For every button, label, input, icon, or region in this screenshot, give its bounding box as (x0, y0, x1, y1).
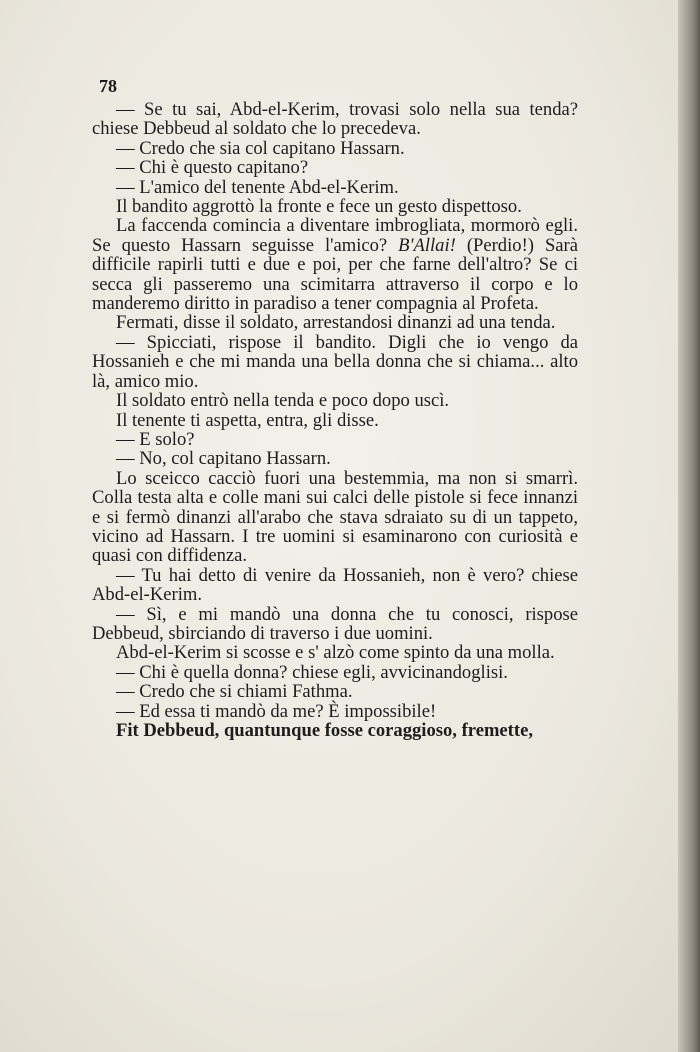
paragraph: — L'amico del tenente Abd-el-Kerim. (116, 176, 399, 198)
paragraph: Il bandito aggrottò la fronte e fece un gesto dispettoso. (116, 196, 522, 218)
paragraph: — Chi è questo capitano? (116, 157, 309, 179)
paragraph: — Spicciati, rispose il bandito. Digli che io vengo da Hossanieh e che mi manda una bella donna che si chiama... alto là, amico mio. (92, 331, 578, 392)
page-number: 78 (99, 76, 117, 96)
paragraph: — No, col capitano Hassarn. (116, 448, 331, 470)
paragraph: Fermati, disse il soldato, arrestandosi dinanzi ad una tenda. (116, 312, 556, 334)
body-text (92, 100, 578, 740)
paragraph-with-italic: La faccenda comincia a diventare imbrogliata, mormorò egli. Se questo Hassarn seguisse l'amico? B'Allai! (Perdio!) Sarà difficile rapirli tutti e due e poi, per che farne dell'altro? Se ci secca gli passeremo una scimitarra attraverso il corpo e lo manderemo diritto in paradiso a tener compagnia al Profeta. (92, 215, 578, 315)
paragraph: Abd-el-Kerim si scosse e s' alzò come spinto da una molla. (116, 642, 555, 664)
paragraph: Il soldato entrò nella tenda e poco dopo uscì. (116, 390, 450, 412)
paragraph: — Credo che si chiami Fathma. (116, 681, 353, 703)
paragraph: — Tu hai detto di venire da Hossanieh, non è vero? chiese Abd-el-Kerim. (92, 564, 578, 606)
paragraph: — Se tu sai, Abd-el-Kerim, trovasi solo nella sua tenda? chiese Debbeud al soldato che lo precedeva. (92, 99, 578, 140)
paragraph: — Credo che sia col capitano Hassarn. (116, 137, 405, 159)
paragraph: — Ed essa ti mandò da me? È impossibile! (116, 700, 437, 722)
paragraph: — Sì, e mi mandò una donna che tu conosci, rispose Debbeud, sbirciando di traverso i due uomini. (92, 603, 578, 644)
paragraph: Fit Debbeud, quantunque fosse coraggioso, fremette, (116, 720, 533, 741)
paragraph: — E solo? (116, 428, 195, 450)
paragraph: Lo sceicco cacciò fuori una bestemmia, ma non si smarrì. Colla testa alta e colle mani sui calci delle pistole si fece innanzi e si fermò dinanzi all'arabo che stava sdraiato su di un tappeto, vicino ad Hassarn. I tre uomini si esaminarono con curiosità e quasi con diffidenza. (92, 467, 578, 567)
paragraph: — Chi è quella donna? chiese egli, avvicinandoglisi. (116, 661, 508, 683)
italic-exclamation: B'Allai! (398, 234, 456, 256)
page-edge-shadow (678, 0, 700, 1052)
paragraph: Il tenente ti aspetta, entra, gli disse. (116, 409, 379, 431)
